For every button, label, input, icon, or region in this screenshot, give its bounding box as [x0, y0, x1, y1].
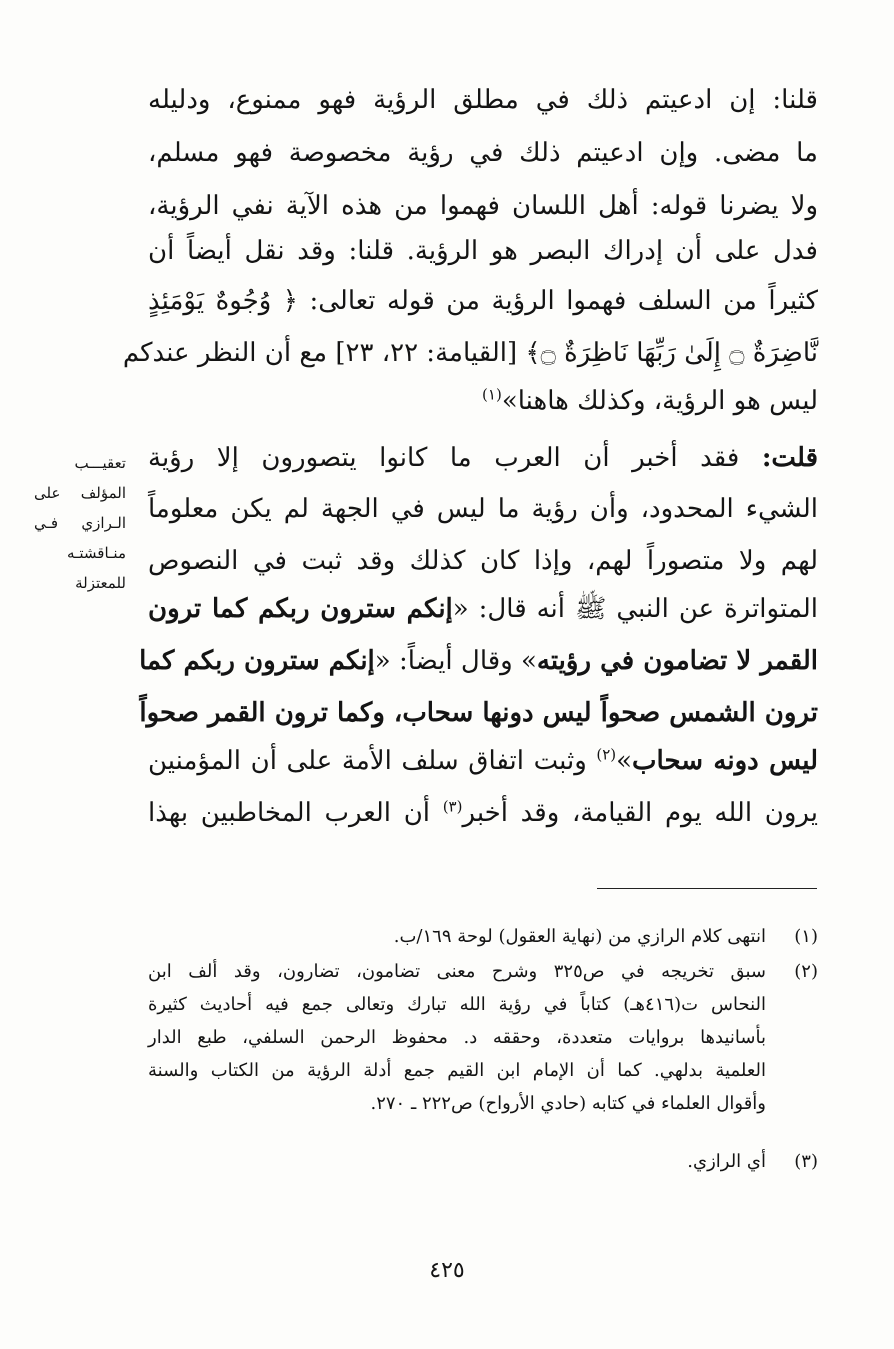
text-line: كثيراً من السلف فهموا الرؤية من قوله تعالى: ﴿ وُجُوهٌ يَوْمَئِذٍ	[148, 286, 818, 316]
text-run: »	[616, 746, 633, 776]
footnote-number: (٣)	[794, 1151, 818, 1172]
margin-note-line: للمعتزلة	[75, 574, 126, 592]
margin-note-line: تعقيـــب	[74, 454, 126, 472]
footnote-1	[148, 920, 818, 953]
footnote-3	[148, 1145, 818, 1178]
text-line	[148, 793, 818, 833]
footnote-line: النحاس ت(٤١٦هـ) كتاباً في رؤية الله تبارك وتعالى جمع فيه أحاديث كثيرة	[148, 994, 767, 1015]
footnote-line: انتهى كلام الرازي من (نهاية العقول) لوحة ١٦٩/ب.	[393, 926, 766, 947]
margin-note-line: منـاقشتـه	[66, 544, 126, 562]
text-run: ليس هو الرؤية، وكذلك هاهنا»	[501, 386, 818, 416]
footnote-line: وأقوال العلماء في كتابه (حادي الأرواح) ص٢٢٢ ـ ٢٧٠.	[370, 1093, 766, 1114]
footnote-line: أي الرازي.	[687, 1151, 766, 1172]
text-line	[148, 741, 818, 781]
footnote-body	[148, 920, 766, 953]
footnote-number: (٢)	[794, 961, 818, 982]
hadith-text: إنكم سترون ربكم كما	[139, 646, 375, 676]
text-line: الشيء المحدود، وأن رؤية ما ليس في الجهة لم يكن معلوماً	[148, 494, 818, 524]
qult-lead: قلت:	[761, 443, 818, 473]
text-line	[139, 641, 818, 681]
text-run: المتواترة عن النبي ﷺ أنه قال: «	[452, 594, 818, 624]
footnote-line: العلمية بدلهي. كما أن الإمام ابن القيم جمع أدلة الرؤية من الكتاب والسنة	[148, 1060, 766, 1081]
margin-note	[34, 448, 126, 598]
text-line: قلنا: إن ادعيتم ذلك في مطلق الرؤية فهو ممنوع، ودليله	[148, 85, 818, 115]
text-line: نَّاضِرَةٌ ۝ إِلَىٰ رَبِّهَا نَاظِرَةٌ ۝﴾ [القيامة: ٢٢، ٢٣] مع أن النظر عندكم	[122, 338, 818, 368]
footnote-ref-1[interactable]: (١)	[482, 385, 502, 404]
text-run: فقد أخبر أن العرب ما كانوا يتصورون إلا رؤية	[148, 443, 762, 473]
text-line	[148, 438, 818, 478]
footnote-number: (١)	[794, 926, 818, 947]
page-number: ٤٢٥	[429, 1258, 465, 1283]
text-run: يرون الله يوم القيامة، وقد أخبر	[462, 798, 818, 828]
text-run: أن العرب المخاطبين بهذا	[148, 798, 443, 828]
text-line	[148, 381, 818, 421]
text-run: » وقال أيضاً: «	[374, 646, 537, 676]
footnote-line: بأسانيدها بروايات متعددة، وحققه د. محفوظ الرحمن السلفي، طبع الدار	[148, 1027, 766, 1048]
footnote-line: سبق تخريجه في ص٣٢٥ وشرح معنى تضامون، تضارون، وقد ألف ابن	[148, 961, 766, 982]
margin-note-line: المؤلف على	[34, 484, 126, 502]
footnote-ref-2[interactable]: (٢)	[596, 745, 617, 764]
footnote-body	[148, 955, 766, 1120]
footnote-separator	[597, 888, 817, 889]
hadith-text: إنكم سترون ربكم كما ترون	[148, 594, 453, 624]
hadith-text: ليس دونه سحاب	[632, 746, 818, 776]
footnote-body	[148, 1145, 766, 1178]
footnote-ref-3[interactable]: (٣)	[442, 797, 463, 816]
hadith-text: القمر لا تضامون في رؤيته	[536, 646, 818, 676]
text-line: فدل على أن إدراك البصر هو الرؤية. قلنا: وقد نقل أيضاً أن	[148, 236, 818, 266]
footnote-2	[148, 955, 818, 1120]
margin-note-line: الـرازي فـي	[34, 514, 126, 532]
text-line: ما مضى. وإن ادعيتم ذلك في رؤية مخصوصة فهو مسلم،	[148, 138, 818, 168]
text-line: ولا يضرنا قوله: أهل اللسان فهموا من هذه الآية نفي الرؤية،	[148, 191, 818, 221]
text-line: لهم ولا متصوراً لهم، وإذا كان كذلك وقد ثبت في النصوص	[148, 546, 818, 576]
text-line	[148, 589, 818, 629]
text-run: وثبت اتفاق سلف الأمة على أن المؤمنين	[148, 746, 597, 776]
text-line: ترون الشمس صحواً ليس دونها سحاب، وكما ترون القمر صحواً	[139, 698, 818, 728]
